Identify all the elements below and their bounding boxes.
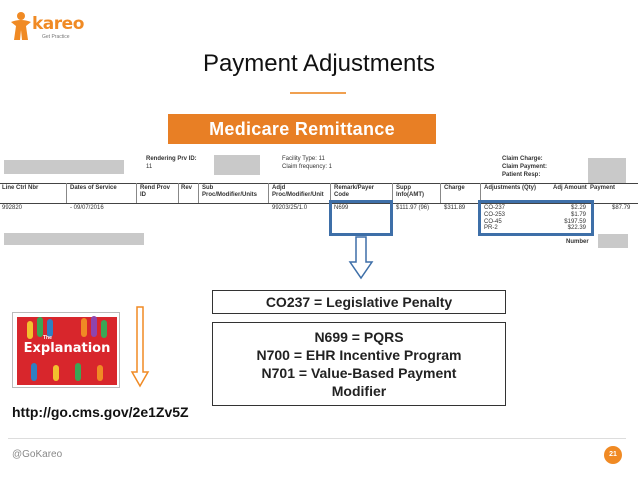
logo-wordmark: kareo (32, 14, 84, 34)
column-divider (268, 183, 269, 203)
adjustment-code: CO-253 (484, 211, 506, 218)
rendering-prv-label: Rendering Prv ID: (146, 156, 197, 162)
col-header: Charge (444, 185, 465, 191)
adjustment-code: PR-2 (484, 225, 498, 232)
col-header: Rend Prov ID (140, 185, 171, 198)
title-underline (290, 92, 346, 94)
page-number-badge: 21 (604, 446, 622, 464)
adjustments-highlight (478, 200, 594, 236)
col-header: Sub Proc/Modifier/Units (202, 185, 258, 198)
adjustment-code: CO-237 (484, 205, 506, 211)
col-header: Adj Amount (553, 185, 587, 191)
redacted-block (588, 158, 626, 184)
adj-amount: $1.79 (570, 211, 586, 218)
header-top-rule (0, 183, 638, 184)
adj-amount: $22.39 (567, 225, 586, 232)
code-line: Modifier (331, 383, 387, 399)
col-header: Dates of Service (70, 185, 117, 191)
orange-down-arrow-icon (130, 306, 150, 388)
footer-handle: @GoKareo (12, 449, 63, 460)
patient-resp-label: Patient Resp: (502, 172, 541, 178)
explanation-small-text: The (43, 335, 52, 341)
claim-payment-label: Claim Payment: (502, 164, 548, 170)
page-title: Payment Adjustments (202, 50, 436, 77)
adjd-proc-cell: 99203/25/1.0 (272, 205, 308, 211)
column-divider (440, 183, 441, 203)
co237-definition-box: CO237 = Legislative Penalty (212, 290, 506, 314)
claim-charge-label: Claim Charge: (502, 156, 543, 162)
number-label: Number (566, 239, 589, 245)
redacted-block (4, 233, 144, 245)
col-header: Rev (181, 185, 193, 191)
column-divider (178, 183, 179, 203)
code-line: N700 = EHR Incentive Program (256, 347, 462, 363)
explanation-text: Explanation (23, 341, 111, 356)
footer-divider (8, 438, 626, 439)
cms-link[interactable]: http://go.cms.gov/2e1Zv5Z (12, 404, 189, 420)
dates-cell: - 09/07/2016 (70, 205, 104, 211)
facility-type: Facility Type: 11 (282, 156, 325, 162)
explanation-image (12, 312, 120, 388)
line-ctrl-cell: 992820 (2, 205, 23, 211)
remittance-document (0, 150, 638, 250)
col-header: Supp Info(AMT) (396, 185, 424, 198)
medicare-remittance-banner: Medicare Remittance (168, 114, 436, 144)
column-divider (136, 183, 137, 203)
col-header: Payment (590, 185, 616, 191)
claim-frequency: Claim frequency: 1 (282, 164, 333, 170)
col-header: Adjd Proc/Modifier/Unit (272, 185, 324, 198)
column-divider (198, 183, 199, 203)
supp-cell: $111.97 (96) (396, 205, 430, 211)
col-header: Line Ctrl Nbr (2, 185, 39, 191)
remark-code-highlight (329, 200, 393, 236)
down-arrow-icon (348, 236, 374, 280)
adj-amount: $2.29 (570, 205, 586, 211)
remark-cell: N699 (334, 205, 349, 211)
payment-cell: $87.79 (612, 205, 631, 211)
adj-amount: $197.59 (564, 218, 586, 225)
column-divider (66, 183, 67, 203)
hands-bottom-icon (13, 361, 120, 385)
logo-tagline: Get Practice (42, 34, 70, 40)
code-line: N701 = Value-Based Payment (261, 365, 457, 381)
kareo-logo (8, 10, 98, 44)
charge-cell: $311.89 (444, 205, 466, 211)
redacted-block (214, 155, 260, 175)
code-line: N699 = PQRS (314, 329, 404, 345)
col-header: Remark/Payer Code (334, 185, 375, 198)
rendering-prv-value: 11 (146, 164, 153, 170)
col-header: Adjustments (Qty) (484, 185, 537, 191)
adjustment-code: CO-45 (484, 218, 502, 225)
redacted-block (4, 160, 124, 174)
kareo-person-icon (8, 10, 34, 42)
redacted-block (598, 234, 628, 248)
remark-code-definitions-box (212, 322, 506, 406)
